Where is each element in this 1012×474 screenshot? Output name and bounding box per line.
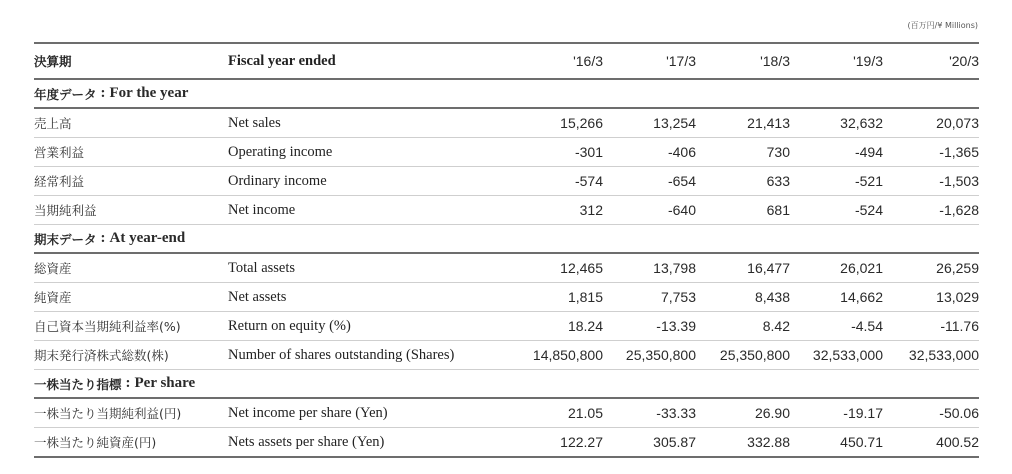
section-header-at-year-end: [34, 225, 979, 254]
value-cell: -4.54: [851, 318, 883, 334]
value-cell: 25,350,800: [625, 347, 696, 363]
section-title: [34, 80, 188, 107]
value-cell: -494: [854, 144, 883, 160]
value-cell: 32,533,000: [908, 347, 979, 363]
table-row-operating-income: [34, 138, 979, 167]
section-title-separator: :: [100, 230, 106, 246]
value-cell: 305.87: [653, 434, 696, 450]
value-cell: -1,628: [939, 202, 979, 218]
value-cell: 8.42: [762, 318, 790, 334]
row-label-en: Nets assets per share (Yen): [228, 433, 385, 450]
table-row-net-income: [34, 196, 979, 225]
table-row-net-income-per-share: [34, 399, 979, 428]
value-cell: 26,259: [936, 260, 979, 276]
value-cell: 13,029: [936, 289, 979, 305]
row-label-jp: 当期純利益: [34, 203, 97, 218]
value-cell: 25,350,800: [719, 347, 790, 363]
row-label-en: Net sales: [228, 114, 281, 131]
value-cell: 730: [766, 144, 790, 160]
section-title-jp: 期末データ: [34, 231, 97, 247]
value-cell: 13,798: [653, 260, 696, 276]
value-cell: -654: [667, 173, 696, 189]
row-label-jp: 自己資本当期純利益率(%): [34, 319, 181, 334]
unit-note: (百万円/¥ Millions): [907, 21, 978, 30]
value-cell: 26,021: [840, 260, 883, 276]
header-label-en: Fiscal year ended: [228, 52, 336, 69]
value-cell: -521: [854, 173, 883, 189]
row-label-jp: 経常利益: [34, 174, 85, 189]
value-cell: 21.05: [567, 405, 603, 421]
row-label-en: Operating income: [228, 143, 333, 160]
value-cell: 450.71: [840, 434, 883, 450]
value-cell: 26.90: [754, 405, 790, 421]
section-title: [34, 370, 195, 397]
section-title-separator: :: [100, 85, 106, 101]
value-cell: -301: [574, 144, 603, 160]
row-label-jp: 一株当たり当期純利益(円): [34, 406, 182, 421]
value-cell: -1,365: [939, 144, 979, 160]
value-cell: 122.27: [560, 434, 603, 450]
row-label-en: Ordinary income: [228, 172, 327, 189]
value-cell: -19.17: [843, 405, 883, 421]
table-row-shares-outstanding: [34, 341, 979, 370]
value-cell: 20,073: [936, 115, 979, 131]
value-cell: 16,477: [747, 260, 790, 276]
section-title-jp: 一株当たり指標: [34, 376, 122, 392]
year-header: '18/3: [760, 53, 790, 69]
value-cell: 633: [766, 173, 790, 189]
value-cell: 400.52: [936, 434, 979, 450]
row-label-jp: 売上高: [34, 116, 72, 131]
section-title-jp: 年度データ: [34, 86, 97, 102]
table-row-net-sales: [34, 109, 979, 138]
section-title-en: Per share: [134, 375, 196, 391]
year-header: '17/3: [666, 53, 696, 69]
year-header: '16/3: [573, 53, 603, 69]
value-cell: 332.88: [747, 434, 790, 450]
table-header-row: [34, 42, 979, 80]
value-cell: 8,438: [754, 289, 790, 305]
row-label-jp: 純資産: [34, 290, 72, 305]
value-cell: 1,815: [567, 289, 603, 305]
section-header-for-the-year: [34, 80, 979, 109]
value-cell: -406: [667, 144, 696, 160]
value-cell: 21,413: [747, 115, 790, 131]
value-cell: 32,632: [840, 115, 883, 131]
value-cell: -50.06: [939, 405, 979, 421]
table-row-return-on-equity: [34, 312, 979, 341]
value-cell: -13.39: [656, 318, 696, 334]
value-cell: -33.33: [656, 405, 696, 421]
value-cell: 14,662: [840, 289, 883, 305]
row-label-en: Number of shares outstanding (Shares): [228, 346, 455, 363]
value-cell: -574: [574, 173, 603, 189]
section-title-en: At year-end: [109, 230, 186, 246]
value-cell: -640: [667, 202, 696, 218]
value-cell: -524: [854, 202, 883, 218]
year-header: '19/3: [853, 53, 883, 69]
value-cell: -1,503: [939, 173, 979, 189]
table-row-ordinary-income: [34, 167, 979, 196]
year-header: '20/3: [949, 53, 979, 69]
financial-summary-table: [34, 42, 979, 458]
section-title-en: For the year: [109, 85, 189, 101]
row-label-en: Net assets: [228, 288, 287, 305]
row-label-en: Total assets: [228, 259, 296, 276]
table-row-net-assets-per-share: [34, 428, 979, 458]
table-row-total-assets: [34, 254, 979, 283]
row-label-en: Return on equity (%): [228, 317, 351, 334]
row-label-en: Net income: [228, 201, 296, 218]
row-label-jp: 期末発行済株式総数(株): [34, 348, 169, 363]
value-cell: 7,753: [660, 289, 696, 305]
row-label-en: Net income per share (Yen): [228, 404, 388, 421]
value-cell: 681: [766, 202, 790, 218]
section-header-per-share: [34, 370, 979, 399]
row-label-jp: 営業利益: [34, 145, 85, 160]
value-cell: -11.76: [940, 318, 979, 334]
value-cell: 12,465: [560, 260, 603, 276]
value-cell: 15,266: [560, 115, 603, 131]
section-title: [34, 225, 185, 252]
row-label-jp: 一株当たり純資産(円): [34, 435, 157, 450]
value-cell: 32,533,000: [812, 347, 883, 363]
row-label-jp: 総資産: [34, 261, 72, 276]
header-label-jp: 決算期: [34, 54, 72, 69]
value-cell: 18.24: [567, 318, 603, 334]
value-cell: 312: [579, 202, 603, 218]
value-cell: 14,850,800: [532, 347, 603, 363]
value-cell: 13,254: [653, 115, 696, 131]
section-title-separator: :: [125, 375, 131, 391]
table-row-net-assets: [34, 283, 979, 312]
